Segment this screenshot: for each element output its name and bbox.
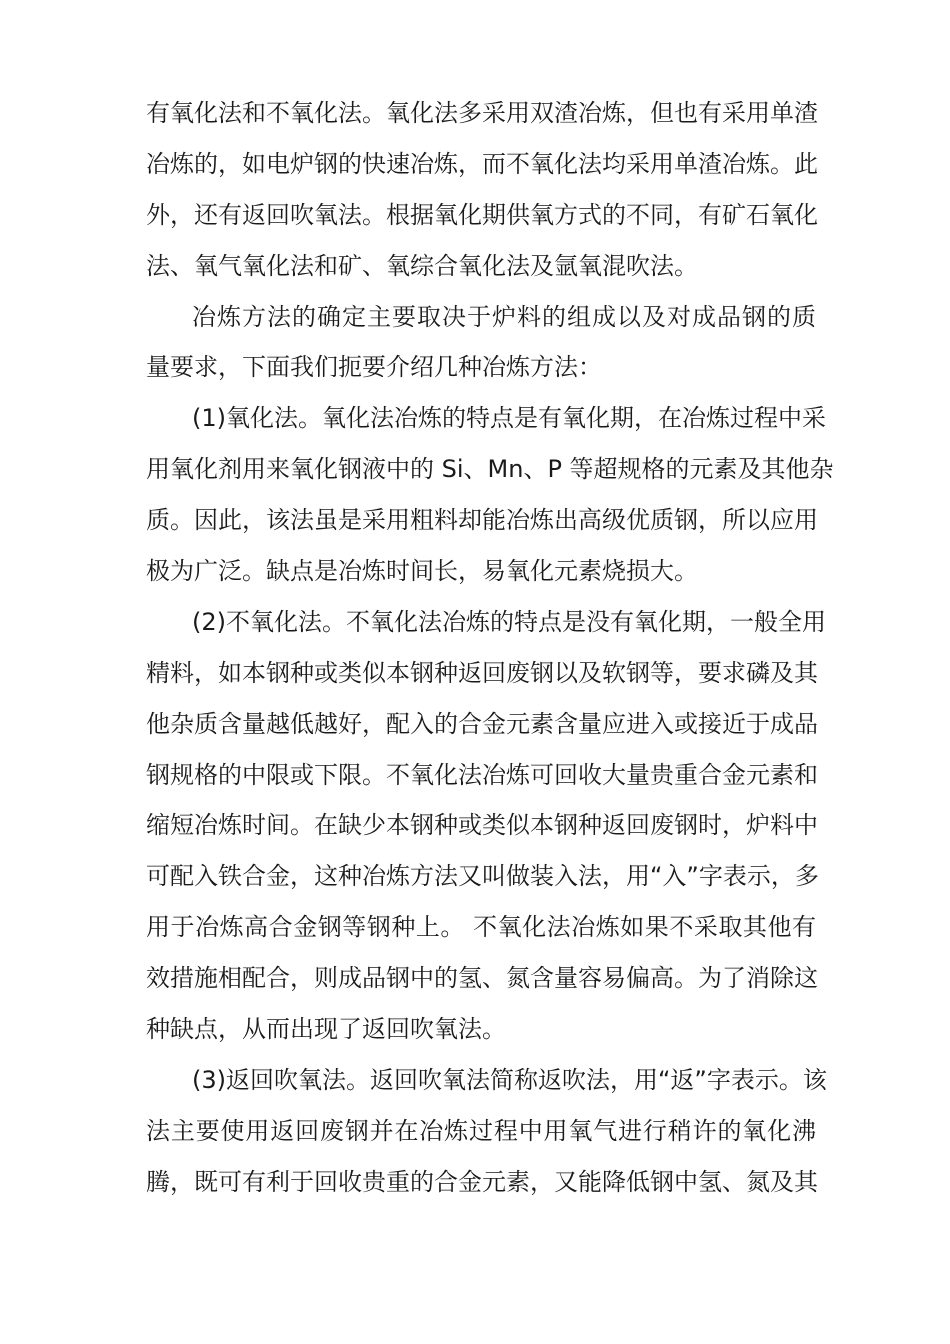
text-line: 极为广泛。缺点是冶炼时间长，易氧化元素烧损大。 [146,557,698,586]
text-line: (3)返回吹氧法。返回吹氧法简称返吹法，用“返”字表示。该 [192,1065,827,1094]
body-text [146,88,834,1208]
text-line: 冶炼的，如电炉钢的快速冶炼，而不氧化法均采用单渣冶炼。此 [146,149,818,178]
text-line: 效措施相配合，则成品钢中的氢、氮含量容易偏高。为了消除这 [146,964,818,993]
text-line: 用于冶炼高合金钢等钢种上。 不氧化法冶炼如果不采取其他有 [146,913,816,942]
text-line: 用氧化剂用来氧化钢液中的 Si、Mn、P 等超规格的元素及其他杂 [146,455,834,484]
text-line: 可配入铁合金，这种冶炼方法又叫做装入法，用“入”字表示，多 [146,862,819,891]
text-line: 钢规格的中限或下限。不氧化法冶炼可回收大量贵重合金元素和 [146,760,818,789]
text-line: 法主要使用返回废钢并在冶炼过程中用氧气进行稍许的氧化沸 [146,1116,816,1145]
text-line: 缩短冶炼时间。在缺少本钢种或类似本钢种返回废钢时，炉料中 [146,811,818,840]
text-line: (2)不氧化法。不氧化法冶炼的特点是没有氧化期，一般全用 [192,607,826,636]
text-line: 外，还有返回吹氧法。根据氧化期供氧方式的不同，有矿石氧化 [146,200,818,229]
text-line: (1)氧化法。氧化法冶炼的特点是有氧化期，在冶炼过程中采 [192,404,826,433]
text-line: 种缺点，从而出现了返回吹氧法。 [146,1015,506,1044]
text-line: 量要求，下面我们扼要介绍几种冶炼方法： [146,353,602,382]
text-line: 有氧化法和不氧化法。氧化法多采用双渣冶炼，但也有采用单渣 [146,99,818,127]
text-line: 精料，如本钢种或类似本钢种返回废钢以及软钢等，要求磷及其 [146,658,818,687]
text-line: 质。因此，该法虽是采用粗料却能冶炼出高级优质钢，所以应用 [146,506,818,535]
text-line: 腾，既可有利于回收贵重的合金元素，又能降低钢中氢、氮及其 [146,1167,818,1196]
text-line: 法、氧气氧化法和矿、氧综合氧化法及氩氧混吹法。 [146,251,698,280]
text-line: 他杂质含量越低越好，配入的合金元素含量应进入或接近于成品 [146,709,818,738]
text-line: 冶炼方法的确定主要取决于炉料的组成以及对成品钢的质 [192,302,816,331]
